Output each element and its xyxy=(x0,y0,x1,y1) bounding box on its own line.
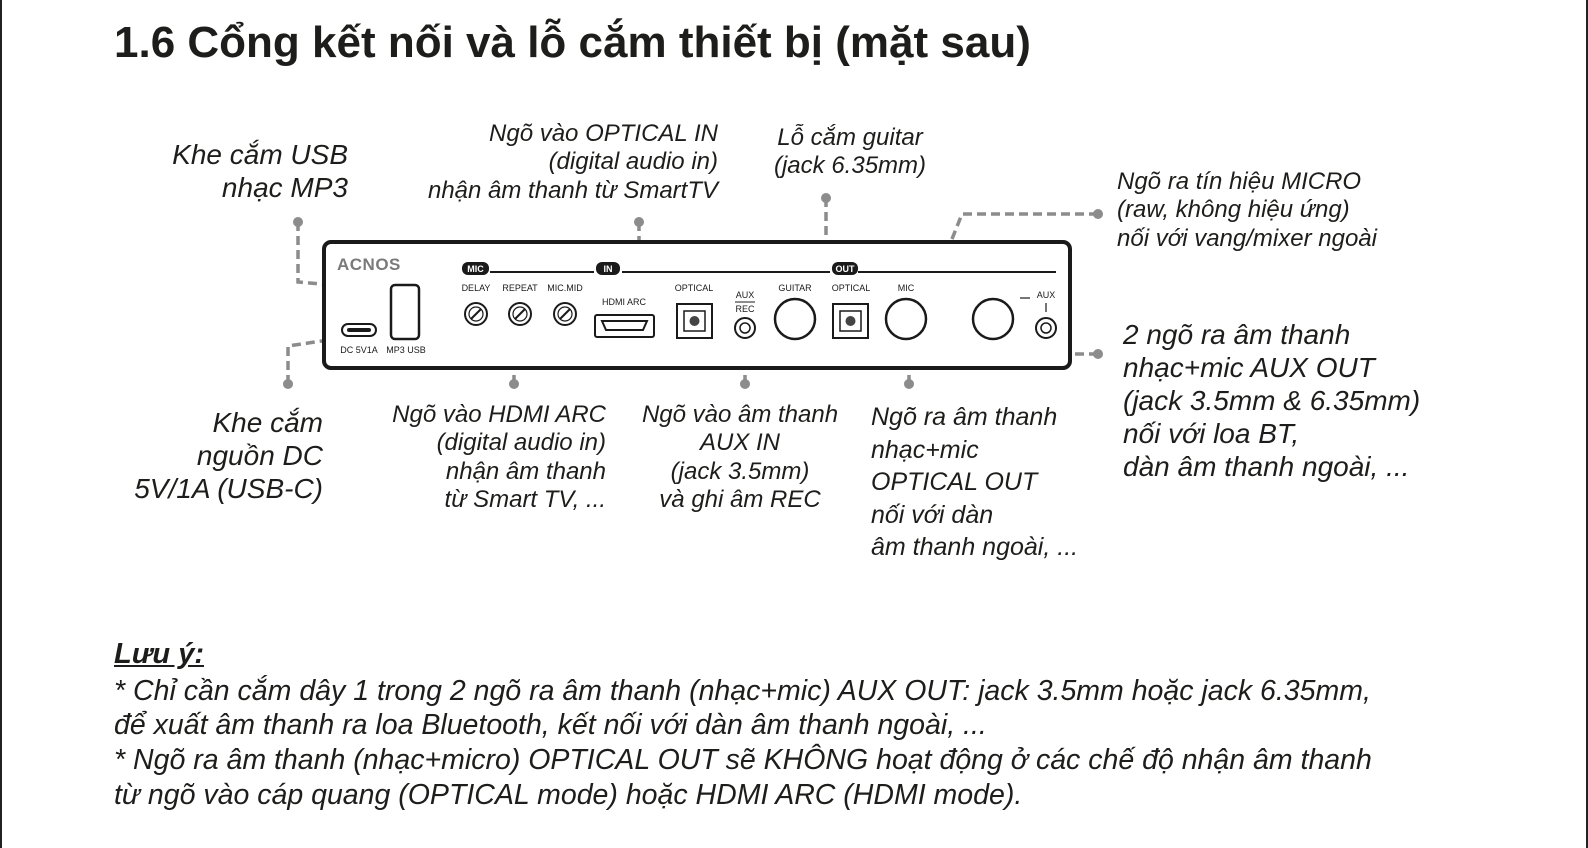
port-label-dc: DC 5V1A xyxy=(340,345,378,355)
port-label-aux: AUX xyxy=(735,290,755,300)
callout-micro-out: Ngõ ra tín hiệu MICRO (raw, không hiệu ứng) nối với vang/mixer ngoài xyxy=(1117,168,1377,252)
guitar-jack xyxy=(775,299,815,339)
knob-delay xyxy=(465,303,487,325)
note-line-1: * Chỉ cần cắm dây 1 trong 2 ngõ ra âm thanh (nhạc+mic) AUX OUT: jack 3.5mm hoặc jack 6.35mm, xyxy=(114,675,1371,707)
port-label-aux-out: AUX xyxy=(1036,290,1056,300)
callout-aux-in: Ngõ vào âm thanh AUX IN (jack 3.5mm) và ghi âm REC xyxy=(641,401,839,513)
hdmi-arc-port xyxy=(595,315,654,337)
note-heading: Lưu ý: xyxy=(114,638,204,670)
page-title: 1.6 Cổng kết nối và lỗ cắm thiết bị (mặt sau) xyxy=(114,18,1031,67)
port-label-guitar: GUITAR xyxy=(778,283,812,293)
note-line-2: để xuất âm thanh ra loa Bluetooth, kết nối với dàn âm thanh ngoài, ... xyxy=(114,709,987,741)
aux-out-35-jack xyxy=(1036,318,1056,338)
aux-in-rec-jack xyxy=(735,318,755,338)
usb-c-power-port xyxy=(342,324,376,336)
port-label-optical-out: OPTICAL xyxy=(831,283,871,293)
callout-hdmi: Ngõ vào HDMI ARC (digital audio in) nhận âm thanh từ Smart TV, ... xyxy=(392,401,606,513)
knob-micmid xyxy=(554,303,576,325)
port-label-mic-out: MIC xyxy=(897,283,915,293)
port-label-hdmi: HDMI ARC xyxy=(601,297,647,307)
callout-dc: Khe cắm nguồn DC 5V/1A (USB-C) xyxy=(134,407,323,505)
knob-label-repeat: REPEAT xyxy=(502,283,538,293)
optical-in-port xyxy=(677,304,712,338)
callout-aux-out: 2 ngõ ra âm thanh nhạc+mic AUX OUT (jack 3.5mm & 6.35mm) nối với loa BT, dàn âm thanh ngoài, ... xyxy=(1123,319,1421,483)
note-line-3: * Ngõ ra âm thanh (nhạc+micro) OPTICAL OUT sẽ KHÔNG hoạt động ở các chế độ nhận âm thanh xyxy=(114,744,1372,776)
knob-label-micmid: MIC.MID xyxy=(547,283,583,293)
brand-logo: ACNOS xyxy=(337,255,401,274)
callout-usb: Khe cắm USB nhạc MP3 xyxy=(172,139,348,204)
port-label-mp3usb: MP3 USB xyxy=(386,345,426,355)
knob-label-delay: DELAY xyxy=(461,283,491,293)
callout-optical-in: Ngõ vào OPTICAL IN (digital audio in) nhận âm thanh từ SmartTV xyxy=(427,120,718,204)
group-label-mic: MIC xyxy=(467,264,484,274)
micro-out-jack xyxy=(886,299,926,339)
usb-mp3-slot xyxy=(391,285,419,339)
port-label-rec: REC xyxy=(735,304,755,314)
group-label-out: OUT xyxy=(835,264,855,274)
aux-out-635-jack xyxy=(973,299,1013,339)
optical-out-port xyxy=(833,304,868,338)
port-label-optical-in: OPTICAL xyxy=(674,283,714,293)
note-line-4: từ ngõ vào cáp quang (OPTICAL mode) hoặc HDMI ARC (HDMI mode). xyxy=(114,779,1023,811)
callout-guitar: Lỗ cắm guitar (jack 6.35mm) xyxy=(773,124,927,180)
knob-repeat xyxy=(509,303,531,325)
group-label-in: IN xyxy=(603,264,613,274)
callout-optical-out: Ngõ ra âm thanh nhạc+mic OPTICAL OUT nối với dàn âm thanh ngoài, ... xyxy=(871,403,1079,561)
